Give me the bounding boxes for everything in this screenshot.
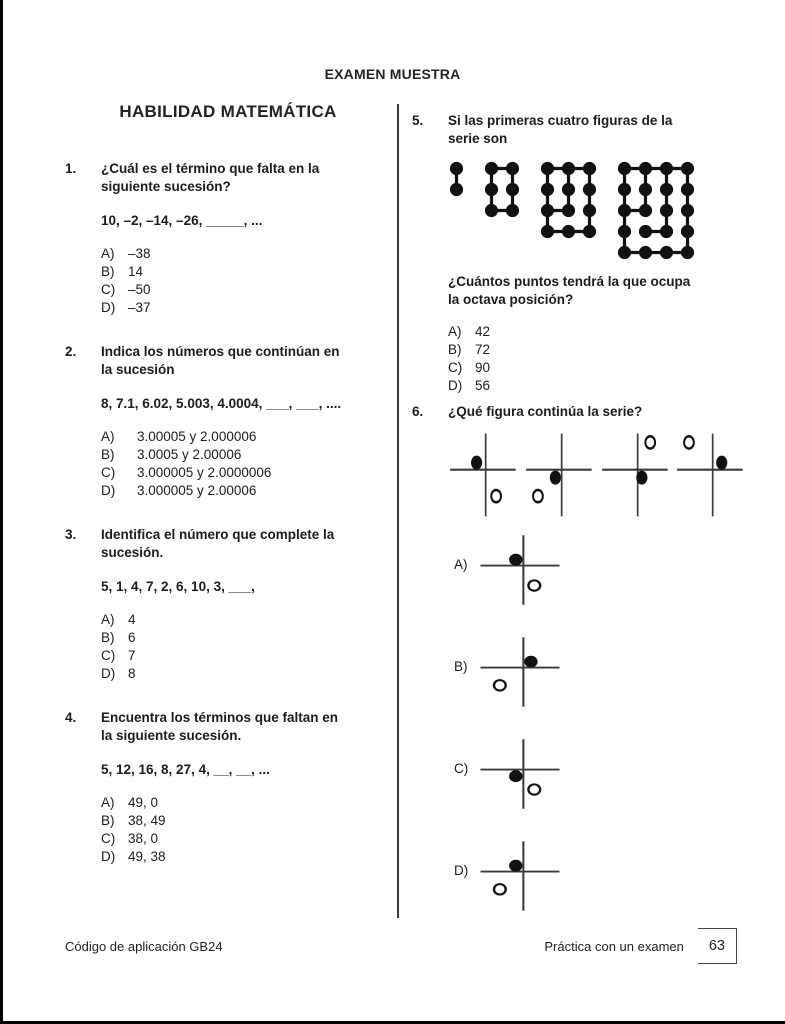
option-c: C) 38, 0 [101,831,159,846]
option-d: D) –37 [101,300,151,315]
question-2 [65,343,391,500]
cross-axes [478,635,562,709]
application-code: Código de aplicación GB24 [65,938,223,954]
question-number: 3. [65,527,77,542]
option-c: C) 3.000005 y 2.0000006 [101,465,272,480]
question-number: 1. [65,161,77,176]
dot-figure [483,160,521,219]
option-a: A) 49, 0 [101,795,159,810]
question-number: 4. [65,710,77,725]
question-number: 5. [412,113,424,128]
cross-figure [478,839,562,913]
dot-figure-row [448,160,745,261]
options [101,611,391,683]
option-a: A) 4 [101,612,136,627]
column-divider [397,104,399,918]
question-text: ¿Qué figura continúa la serie? [448,404,643,419]
options [101,794,391,866]
figure-option-b: B) [448,635,745,709]
question-text: Si las primeras cuatro figuras de la serie son [448,113,673,146]
question-text: ¿Cuál es el término que falta en la siguiente sucesión? [101,161,320,194]
question-3 [65,526,391,683]
options [101,428,391,500]
question-4 [65,709,391,866]
options [101,245,391,317]
figure-option-c: C) [448,737,745,811]
cross-axes [524,431,594,519]
question-number: 2. [65,344,77,359]
cross-axes [478,839,562,913]
question-text: Encuentra los términos que faltan en la siguiente sucesión. [101,710,339,743]
question-5 [412,112,745,395]
option-d: D) 8 [101,666,136,681]
sequence-text: 10, –2, –14, –26, _____, ... [101,213,263,228]
section-title: HABILIDAD MATEMÁTICA [119,102,337,121]
footer-right [544,928,737,964]
cross-axes [478,533,562,607]
page-number: 63 [698,928,737,964]
dot-figure [539,160,598,240]
cross-figure [478,533,562,607]
option-c: C) –50 [101,282,151,297]
options [448,323,745,395]
question-text: Indica los números que continúan en la sucesión [101,344,340,377]
page-footer [65,928,737,964]
figure-option-a: A) [448,533,745,607]
option-b: B) 72 [448,342,491,357]
dot-figure [448,160,465,198]
sequence-text: 5, 12, 16, 8, 27, 4, __, __, ... [101,762,270,777]
right-column [412,102,745,941]
option-c: C) 90 [448,360,491,375]
cross-axes [675,431,745,519]
cross-axes [448,431,518,519]
question-number: 6. [412,404,424,419]
page-left-edge [0,0,3,1024]
option-d: D) 49, 38 [101,849,166,864]
option-a: A) 3.00005 y 2.000006 [101,429,257,444]
sequence-text: 8, 7.1, 6.02, 5.003, 4.0004, ___, ___, .... [101,396,342,411]
cross-figure [478,737,562,811]
figure-option-d: D) [448,839,745,913]
option-b: B) 38, 49 [101,813,166,828]
cross-axes [600,431,670,519]
option-b: B) 14 [101,264,144,279]
cross-series-row [448,431,745,519]
option-d: D) 56 [448,378,491,393]
left-column [65,102,391,866]
option-c: C) 7 [101,648,136,663]
question-text: Identifica el número que complete la sucesión. [101,527,335,560]
option-b: B) 3.0005 y 2.00006 [101,447,242,462]
cross-figure [478,635,562,709]
footer-caption: Práctica con un examen [544,938,684,954]
question-subtext: ¿Cuántos puntos tendrá la que ocupa la octava posición? [448,274,691,307]
sequence-text: 5, 1, 4, 7, 2, 6, 10, 3, ___, [101,579,255,594]
exam-header: EXAMEN MUESTRA [324,66,461,82]
option-d: D) 3.000005 y 2.00006 [101,483,257,498]
question-6 [412,403,745,941]
option-a: A) 42 [448,324,491,339]
question-1 [65,160,391,317]
cross-axes [478,737,562,811]
option-b: B) 6 [101,630,136,645]
option-a: A) –38 [101,246,151,261]
dot-figure [616,160,696,261]
